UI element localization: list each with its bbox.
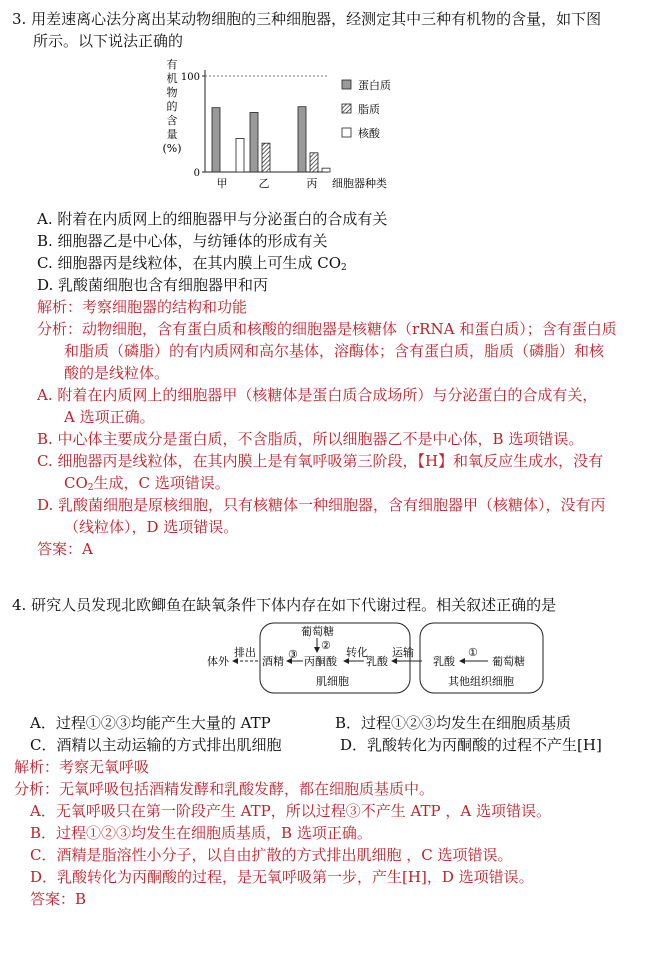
q3-fenxi-line3: 酸的是线粒体。 xyxy=(64,364,170,382)
q3-option-c-sub: 2 xyxy=(341,263,347,273)
step3-label: ③ xyxy=(288,648,298,661)
q3-fenxi-line1: 分析：动物细胞，含有蛋白质和核酸的细胞器是核糖体（rRNA 和蛋白质）；含有蛋白质 xyxy=(37,320,617,338)
y-axis-label-char: 的 xyxy=(166,100,178,113)
pyruvate-label: 丙酮酸 xyxy=(304,655,337,668)
q3-bar-chart xyxy=(150,54,410,194)
legend-swatch-核酸 xyxy=(342,128,351,137)
q3-jiexi: 解析：考察细胞器的结构和功能 xyxy=(37,298,248,316)
q3-answer-c-line2 xyxy=(64,472,230,493)
y-axis-label-char: 含 xyxy=(166,114,178,127)
lactate-left-label: 乳酸 xyxy=(366,655,388,668)
other-cells-label: 其他组织细胞 xyxy=(448,675,514,688)
q4-metabolism-diagram xyxy=(200,621,550,699)
q4-stem: 4. 研究人员发现北欧鲫鱼在缺氧条件下体内存在如下代谢过程。相关叙述正确的是 xyxy=(12,596,557,614)
q3-answer-c-sub: 2 xyxy=(87,483,94,493)
y-tick-label: 100 xyxy=(180,72,200,83)
step1-label: ① xyxy=(468,646,478,659)
q3-stem-line2: 所示。以下说法正确的 xyxy=(33,32,184,50)
q3-fenxi-line2: 和脂质（磷脂）的有内质网和高尔基体，溶酶体；含有蛋白质，脂质（磷脂）和核 xyxy=(64,342,605,360)
q3-answer-b: B. 中心体主要成分是蛋白质，不含脂质，所以细胞器乙不是中心体，B 选项错误。 xyxy=(37,430,584,448)
q4-answer-a: A．无氧呼吸只在第一阶段产生 ATP，所以过程③不产生 ATP ，A 选项错误。 xyxy=(30,802,551,820)
legend-label: 核酸 xyxy=(358,127,380,140)
q3-answer-c-rest: 生成，C 选项错误。 xyxy=(93,474,230,492)
q4-answer-c: C．酒精是脂溶性小分子，以自由扩散的方式排出肌细胞 ，C 选项错误。 xyxy=(30,846,513,864)
y-axis-label-char: 机 xyxy=(166,72,178,85)
x-tick-labels xyxy=(217,176,388,190)
y-axis-label-char: 物 xyxy=(166,86,178,99)
q3-answer-d-line2: （线粒体），D 选项错误。 xyxy=(64,518,239,536)
q3-stem-line1: 3. 用差速离心法分离出某动物细胞的三种细胞器，经测定其中三种有机物的含量，如下图 xyxy=(12,10,602,28)
y-axis-label-char: 有 xyxy=(166,58,178,71)
q3-answer-a-line2: A 选项正确。 xyxy=(64,408,155,426)
x-tick-label: 甲 xyxy=(216,177,228,190)
q4-option-a: A．过程①②③均能产生大量的 ATP xyxy=(30,714,271,732)
x-axis-label: 细胞器种类 xyxy=(332,177,387,190)
q4-fenxi: 分析：无氧呼吸包括酒精发酵和乳酸发酵，都在细胞质基质中。 xyxy=(14,780,435,798)
bar-核酸-甲 xyxy=(236,138,244,172)
q3-answer: 答案：A xyxy=(37,540,93,558)
q4-answer-b: B．过程①②③均发生在细胞质基质，B 选项正确。 xyxy=(30,824,372,842)
legend-label: 脂质 xyxy=(358,103,380,116)
y-axis-label-char: (%) xyxy=(162,142,182,155)
q4-answer: 答案：B xyxy=(30,890,87,908)
bar-蛋白质-甲 xyxy=(212,108,220,172)
q3-option-c xyxy=(37,252,347,273)
q4-option-c: C．酒精以主动运输的方式排出肌细胞 xyxy=(30,736,282,754)
lactate-right-label: 乳酸 xyxy=(433,655,455,668)
q4-jiexi: 解析：考察无氧呼吸 xyxy=(14,758,150,776)
q3-answer-c-co: CO xyxy=(64,474,88,492)
legend-swatch-蛋白质 xyxy=(342,80,351,89)
q4-answer-d: D．乳酸转化为丙酮酸的过程，是无氧呼吸第一步，产生[H]，D 选项错误。 xyxy=(30,868,534,886)
muscle-cell-label: 肌细胞 xyxy=(316,675,349,688)
legend-label: 蛋白质 xyxy=(358,79,391,92)
bar-蛋白质-丙 xyxy=(298,107,306,172)
q3-answer-a-line1: A. 附着在内质网上的细胞器甲（核糖体是蛋白质合成场所）与分泌蛋白的合成有关， xyxy=(37,386,598,404)
step2-label: ② xyxy=(321,639,331,652)
legend-swatch-脂质 xyxy=(342,104,351,113)
q3-option-b: B. 细胞器乙是中心体，与纺锤体的形成有关 xyxy=(37,232,328,250)
bar-核酸-丙 xyxy=(322,168,330,172)
x-tick-label: 丙 xyxy=(306,177,318,190)
q3-answer-c-line1: C. 细胞器丙是线粒体，在其内膜上是有氧呼吸第三阶段，【H】和氧反应生成水，没有 xyxy=(37,452,604,470)
q4-option-d: D．乳酸转化为丙酮酸的过程不产生[H] xyxy=(340,736,602,754)
transport-label: 运输 xyxy=(392,646,414,659)
outside-label: 体外 xyxy=(207,655,229,668)
y-axis-label-char: 量 xyxy=(166,128,178,141)
y-tick-label: 0 xyxy=(193,168,200,179)
q4-option-b: B．过程①②③均发生在细胞质基质 xyxy=(335,714,572,732)
bar-蛋白质-乙 xyxy=(250,112,258,172)
bar-脂质-乙 xyxy=(262,143,270,172)
excrete-label: 排出 xyxy=(234,646,256,659)
q3-option-a: A. 附着在内质网上的细胞器甲与分泌蛋白的合成有关 xyxy=(37,210,388,228)
q3-option-d: D. 乳酸菌细胞也含有细胞器甲和丙 xyxy=(37,276,269,294)
convert-label: 转化 xyxy=(346,646,368,659)
x-tick-label: 乙 xyxy=(258,177,270,190)
chart-legend xyxy=(342,78,391,140)
ethanol-label: 酒精 xyxy=(262,655,284,668)
q3-option-c-text: C. 细胞器丙是线粒体，在其内膜上可生成 CO xyxy=(37,254,342,272)
y-axis-label xyxy=(162,58,181,155)
glucose-right-label: 葡萄糖 xyxy=(492,655,525,668)
chart-bars xyxy=(212,107,330,172)
q3-answer-d-line1: D. 乳酸菌细胞是原核细胞，只有核糖体一种细胞器，含有细胞器甲（核糖体），没有丙 xyxy=(37,496,606,514)
bar-脂质-丙 xyxy=(310,153,318,172)
glucose-top-label: 葡萄糖 xyxy=(301,625,334,638)
